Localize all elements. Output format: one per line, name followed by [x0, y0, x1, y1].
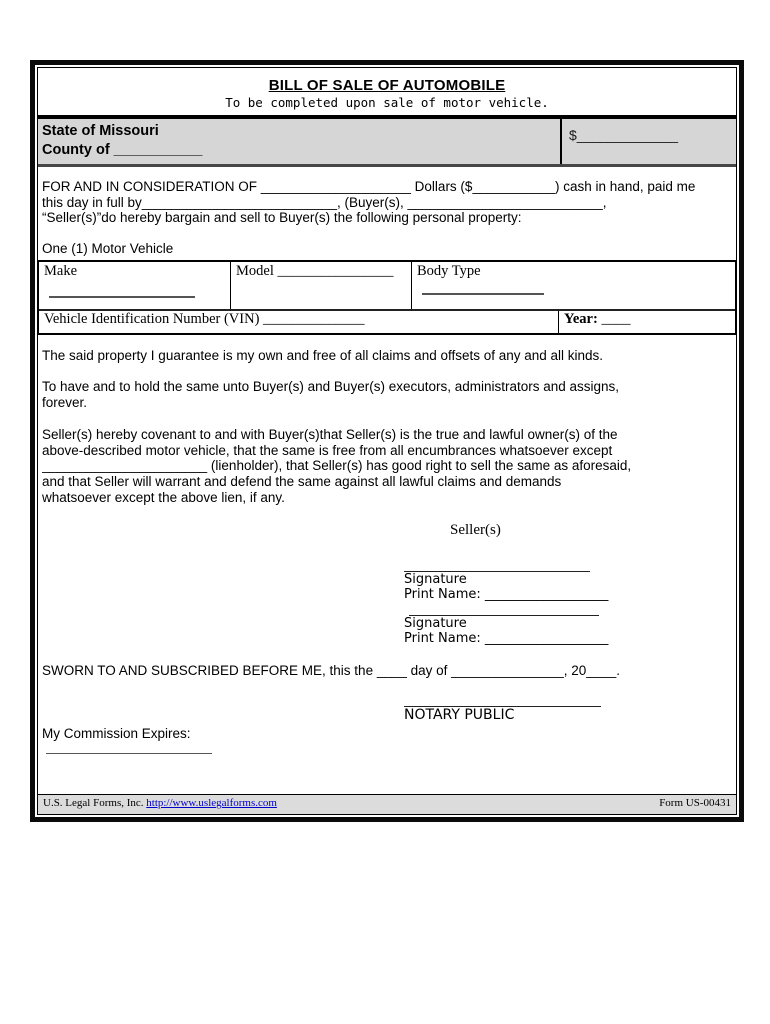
motor-vehicle-item: One (1) Motor Vehicle — [42, 240, 174, 256]
signature-group-2 — [404, 614, 736, 647]
uslegalforms-link[interactable]: http://www.uslegalforms.com — [146, 797, 277, 810]
covenant-line-1: Seller(s) hereby covenant to and with Buyer(s)that Seller(s) is the true and lawful owner(s) of the — [42, 427, 618, 443]
vehicle-table-row-1 — [39, 262, 735, 311]
body-type-cell — [412, 262, 735, 309]
vehicle-table — [38, 260, 736, 335]
notary-public-label: NOTARY PUBLIC — [404, 707, 515, 724]
sellers-heading: Seller(s) — [450, 522, 501, 539]
state-county-header — [38, 115, 736, 167]
seller-signature-block — [404, 539, 736, 647]
county-label: County of ___________ — [42, 142, 203, 158]
body-type-blank-line — [422, 293, 544, 295]
amount-blank: $_____________ — [569, 127, 679, 143]
amount-cell — [560, 119, 736, 164]
make-blank-line — [49, 296, 195, 298]
make-label: Make — [44, 263, 78, 280]
footer-company: U.S. Legal Forms, Inc. — [43, 797, 147, 810]
consideration-line-2: this day in full by__________________________, (Buyer(s), __________________________, — [42, 194, 607, 210]
covenant-line-3: ______________________ (lienholder), that Seller(s) has good right to sell the same as aforesaid, — [42, 458, 632, 474]
year-label: Year: — [564, 311, 598, 328]
year-cell — [559, 311, 735, 333]
form-page-frame — [30, 60, 744, 822]
footer-left — [43, 796, 277, 812]
to-have-line-1: To have and to hold the same unto Buyer(s) and Buyer(s) executors, administrators and assigns, — [42, 378, 620, 394]
consideration-line-3: “Seller(s)”do hereby bargain and sell to Buyer(s) the following personal property: — [42, 210, 522, 226]
year-blank: ____ — [597, 311, 631, 328]
form-inner-border — [37, 67, 737, 815]
commission-expires-label: My Commission Expires: — [42, 725, 191, 741]
consideration-line-1: FOR AND IN CONSIDERATION OF ____________________ Dollars ($___________) cash in hand, paid me — [42, 179, 696, 194]
guarantee-paragraph: The said property I guarantee is my own and free of all claims and offsets of any and all kinds. — [42, 348, 604, 364]
notary-block — [404, 705, 736, 724]
commission-blank-line — [46, 753, 212, 754]
model-cell — [231, 262, 412, 309]
print-name-label-1: Print Name: ___________________ — [404, 587, 609, 603]
signature-group-1 — [404, 570, 736, 603]
body-type-label: Body Type — [417, 263, 481, 280]
covenant-line-4: and that Seller will warrant and defend the same against all lawful claims and demands — [42, 473, 562, 489]
state-county-cell — [38, 119, 560, 164]
footer-form-number: Form US-00431 — [659, 797, 731, 810]
vehicle-table-row-2 — [39, 311, 735, 333]
vin-cell: Vehicle Identification Number (VIN) ______________ — [39, 311, 559, 333]
signature-label-1: Signature — [404, 571, 467, 587]
model-label: Model ________________ — [236, 263, 394, 280]
print-name-label-2: Print Name: ___________________ — [404, 631, 609, 647]
consideration-paragraph — [38, 179, 736, 226]
document-subtitle: To be completed upon sale of motor vehicle. — [225, 95, 549, 110]
covenant-line-2: above-described motor vehicle, that the same is free from all encumbrances whatsoever except — [42, 442, 613, 458]
title-block — [38, 68, 736, 112]
footer-bar — [38, 794, 736, 814]
sworn-statement: SWORN TO AND SUBSCRIBED BEFORE ME, this the ____ day of _______________, 20____. — [42, 662, 621, 678]
to-have-paragraph — [38, 379, 736, 410]
form-body — [38, 167, 736, 814]
make-cell — [39, 262, 231, 309]
signature-label-2: Signature — [404, 615, 467, 631]
to-have-line-2: forever. — [42, 394, 88, 410]
state-label: State of Missouri — [42, 123, 159, 139]
document-title: BILL OF SALE OF AUTOMOBILE — [268, 77, 506, 94]
covenant-paragraph — [38, 427, 736, 505]
covenant-line-5: whatsoever except the above lien, if any. — [42, 489, 285, 505]
